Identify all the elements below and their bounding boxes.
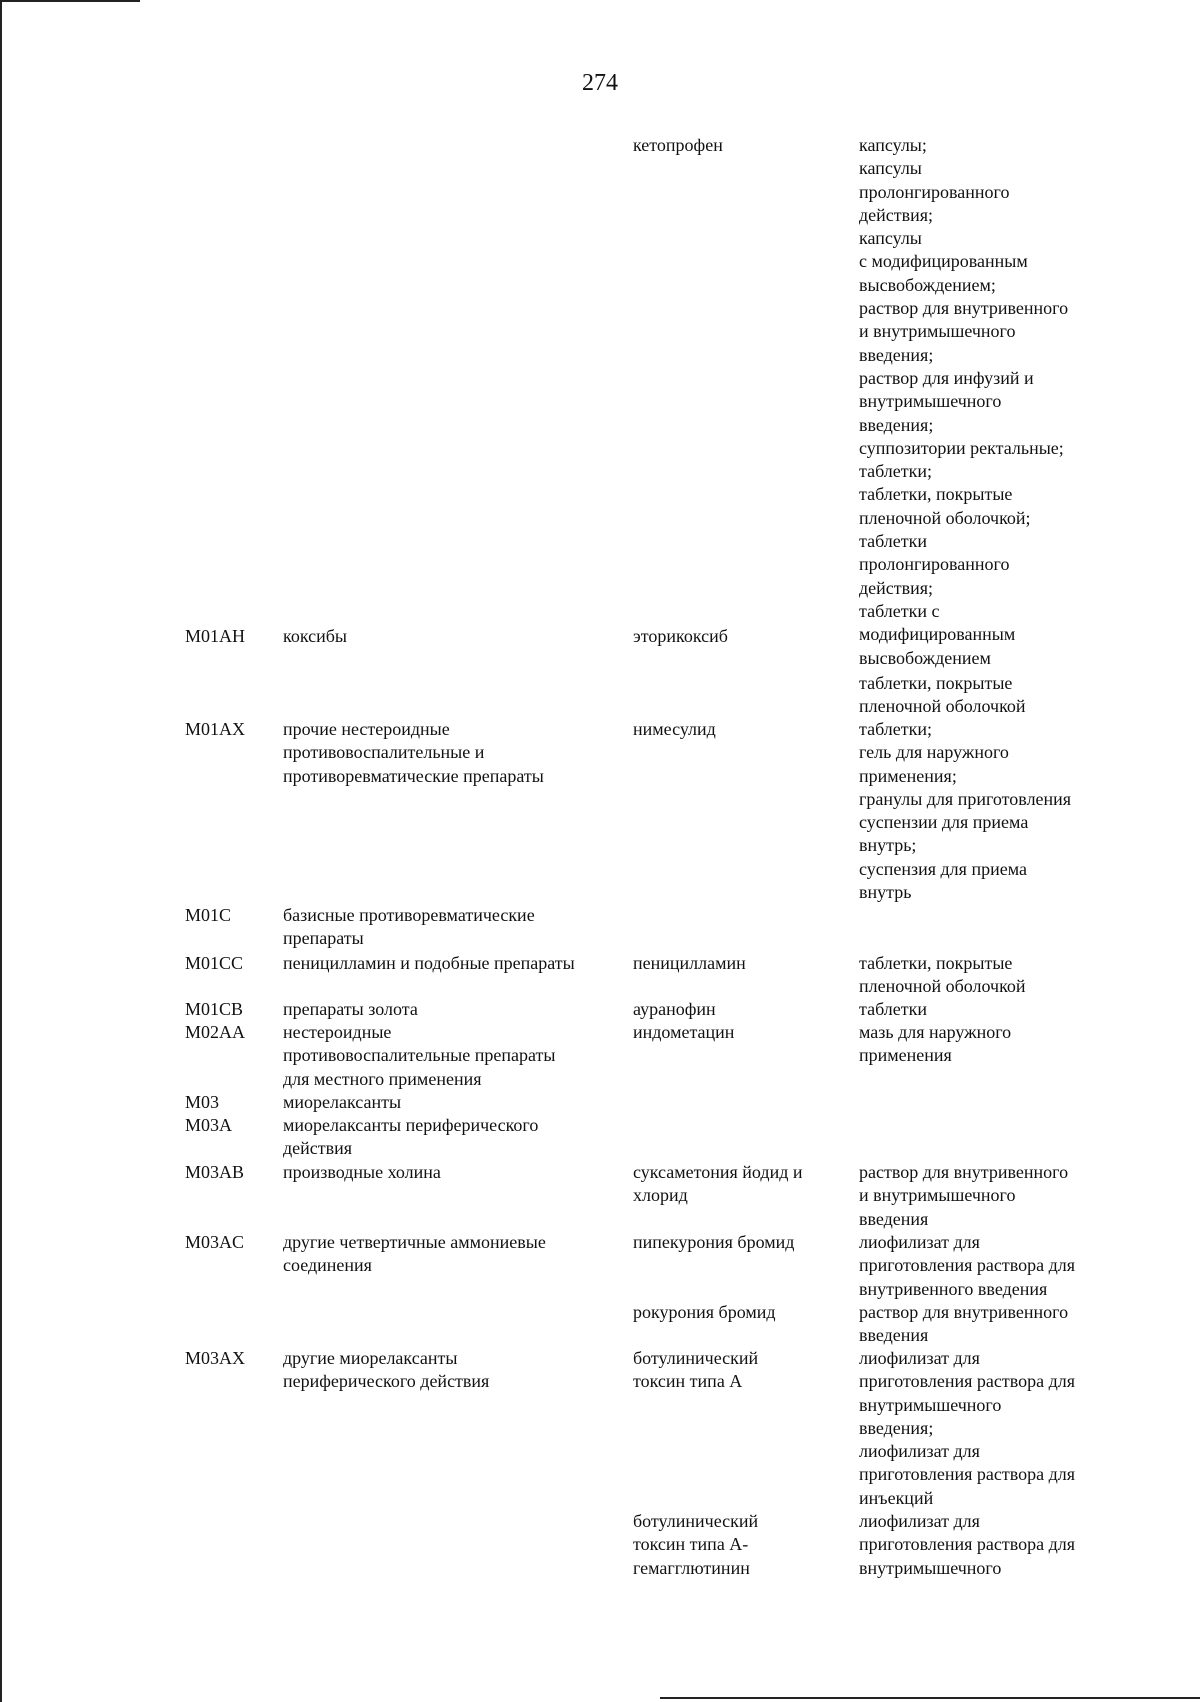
table-row-0-forms: капсулы; капсулы пролонгированного действия; капсулы с модифицированным высвобождением; раствор для внутривенного и внутримышечного введения; раствор для инфузий и внутримышечного введения; суппозитории ректальные; таблетки; таблетки, покрытые пленочной оболочкой; таблетки пролонгированного действия; таблетки с модифицированным высвобождением [859, 135, 1069, 668]
table-row-7-code: M03 [185, 1092, 220, 1112]
table-row-4-code: M01CC [185, 953, 244, 973]
table-row-6-code: M02AA [185, 1022, 246, 1042]
table-row-12-forms: лиофилизат для приготовления раствора для внутримышечного введения; лиофилизат для приготовления раствора для инъекций [859, 1348, 1075, 1508]
table-row-10-drug: пипекурония бромид [633, 1232, 795, 1252]
table-row-2-drug: нимесулид [633, 719, 716, 739]
table-row-5-drug: ауранофин [633, 999, 716, 1019]
table-row-10-forms: лиофилизат для приготовления раствора для внутривенного введения [859, 1232, 1075, 1299]
page-number: 274 [582, 70, 618, 96]
table-row-10-code: M03AC [185, 1232, 245, 1252]
table-row-1-drug: эторикоксиб [633, 626, 728, 646]
table-row-8-group: миорелаксанты периферического действия [283, 1115, 539, 1159]
table-row-9-code: M03AB [185, 1162, 245, 1182]
table-row-6-forms: мазь для наружного применения [859, 1022, 1012, 1066]
table-row-1-group: коксибы [283, 626, 348, 646]
table-row-4-drug: пеницилламин [633, 953, 746, 973]
table-row-2-forms: таблетки; гель для наружного применения; гранулы для приготовления суспензии для приема внутрь; суспензия для приема внутрь [859, 719, 1072, 903]
table-row-4-group: пеницилламин и подобные препараты [283, 953, 575, 973]
table-row-5-group: препараты золота [283, 999, 418, 1019]
table-row-8-code: M03A [185, 1115, 233, 1135]
table-row-13-drug: ботулинический токсин типа А- гемагглютинин [633, 1511, 759, 1578]
table-row-12-group: другие миорелаксанты периферического действия [283, 1348, 490, 1392]
table-row-11-drug: рокурония бромид [633, 1302, 776, 1322]
table-row-5-forms: таблетки [859, 999, 928, 1019]
table-row-2-code: M01AX [185, 719, 246, 739]
table-row-12-drug: ботулинический токсин типа А [633, 1348, 759, 1392]
table-row-0-drug: кетопрофен [633, 135, 723, 155]
table-row-3-group: базисные противоревматические препараты [283, 905, 535, 949]
table-row-6-group: нестероидные противовоспалительные препараты для местного применения [283, 1022, 556, 1089]
table-row-6-drug: индометацин [633, 1022, 735, 1042]
table-row-1-forms: таблетки, покрытые пленочной оболочкой [859, 673, 1026, 717]
table-row-9-drug: суксаметония йодид и хлорид [633, 1162, 803, 1206]
table-row-9-group: производные холина [283, 1162, 441, 1182]
table-row-7-group: миорелаксанты [283, 1092, 402, 1112]
table-row-4-forms: таблетки, покрытые пленочной оболочкой [859, 953, 1026, 997]
table-row-10-group: другие четвертичные аммониевые соединения [283, 1232, 546, 1276]
table-row-1-code: M01AH [185, 626, 246, 646]
table-row-5-code: M01CB [185, 999, 244, 1019]
table-row-2-group: прочие нестероидные противовоспалительные и противоревматические препараты [283, 719, 544, 786]
table-row-3-code: M01C [185, 905, 232, 925]
table-row-9-forms: раствор для внутривенного и внутримышечного введения [859, 1162, 1069, 1229]
table-row-11-forms: раствор для внутривенного введения [859, 1302, 1069, 1346]
table-row-12-code: M03AX [185, 1348, 246, 1368]
table-row-13-forms: лиофилизат для приготовления раствора для внутримышечного [859, 1511, 1075, 1578]
